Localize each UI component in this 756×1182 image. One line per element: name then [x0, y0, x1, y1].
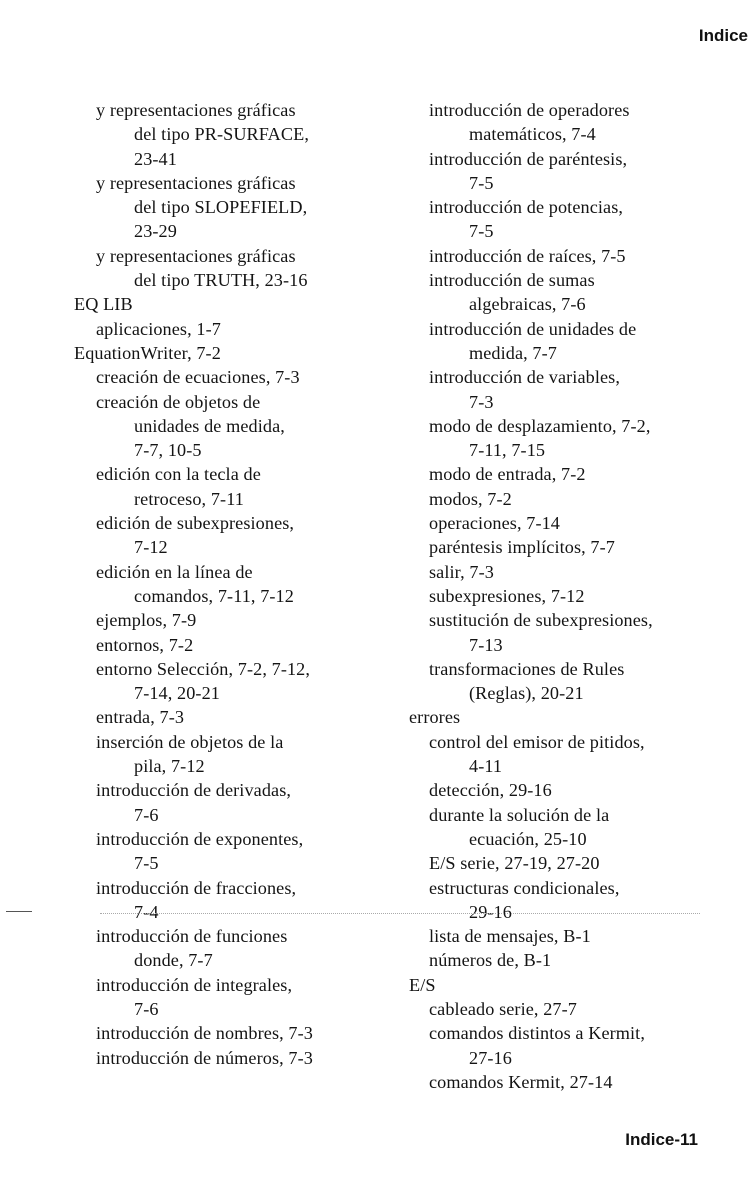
index-subentry: introducción de raíces, 7-5: [429, 245, 626, 266]
index-continuation: 29-16: [469, 901, 512, 922]
index-continuation: donde, 7-7: [134, 950, 213, 971]
index-subentry: introducción de variables,: [429, 367, 620, 388]
index-subentry: durante la solución de la: [429, 804, 610, 825]
index-subentry: control del emisor de pitidos,: [429, 731, 645, 752]
index-continuation: pila, 7-12: [134, 756, 205, 777]
index-subentry: modo de desplazamiento, 7-2,: [429, 415, 651, 436]
index-subentry: introducción de integrales,: [96, 974, 293, 995]
index-heading: EQ LIB: [74, 294, 133, 315]
index-subentry: introducción de nombres, 7-3: [96, 1023, 313, 1044]
index-column-left: [74, 98, 374, 1070]
index-subentry: entorno Selección, 7-2, 7-12,: [96, 658, 311, 679]
index-continuation: comandos, 7-11, 7-12: [134, 585, 294, 606]
index-continuation: 7-3: [469, 391, 494, 412]
index-subentry: introducción de exponentes,: [96, 828, 304, 849]
index-subentry: introducción de sumas: [429, 270, 595, 291]
index-continuation: 7-14, 20-21: [134, 683, 220, 704]
index-continuation: unidades de medida,: [134, 415, 285, 436]
index-continuation: 7-5: [469, 172, 494, 193]
index-continuation: algebraicas, 7-6: [469, 294, 586, 315]
index-heading: E/S: [409, 974, 436, 995]
page-number: Indice-11: [625, 1130, 698, 1149]
index-subentry: introducción de números, 7-3: [96, 1047, 313, 1068]
index-continuation: 4-11: [469, 756, 503, 777]
index-subentry: introducción de funciones: [96, 926, 288, 947]
index-continuation: 7-7, 10-5: [134, 440, 202, 461]
index-subentry: inserción de objetos de la: [96, 731, 284, 752]
index-subentry: sustitución de subexpresiones,: [429, 610, 653, 631]
index-continuation: 7-11, 7-15: [469, 440, 546, 461]
index-subentry: y representaciones gráficas: [96, 100, 296, 120]
index-continuation: 7-13: [469, 634, 503, 655]
index-subentry: entrada, 7-3: [96, 707, 185, 728]
index-subentry: transformaciones de Rules: [429, 658, 625, 679]
index-subentry: introducción de derivadas,: [96, 780, 292, 801]
index-subentry: introducción de fracciones,: [96, 877, 297, 898]
index-subentry: introducción de paréntesis,: [429, 148, 628, 169]
index-continuation: del tipo PR-SURFACE,: [134, 124, 309, 145]
index-subentry: paréntesis implícitos, 7-7: [429, 537, 615, 558]
index-subentry: subexpresiones, 7-12: [429, 585, 585, 606]
index-subentry: edición en la línea de: [96, 561, 253, 582]
index-subentry: E/S serie, 27-19, 27-20: [429, 853, 600, 874]
index-subentry: números de, B-1: [429, 950, 552, 971]
scan-artifact-line: [100, 913, 700, 914]
index-subentry: edición con la tecla de: [96, 464, 261, 485]
index-continuation: 7-6: [134, 804, 159, 825]
index-subentry: creación de objetos de: [96, 391, 261, 412]
running-header: Indice: [698, 26, 748, 45]
index-subentry: y representaciones gráficas: [96, 245, 296, 266]
index-continuation: del tipo TRUTH, 23-16: [134, 270, 308, 291]
index-column-right: [409, 98, 709, 1094]
index-continuation: 23-29: [134, 221, 177, 242]
index-subentry: cableado serie, 27-7: [429, 998, 577, 1019]
index-subentry: salir, 7-3: [429, 561, 494, 582]
index-continuation: matemáticos, 7-4: [469, 124, 596, 145]
index-subentry: creación de ecuaciones, 7-3: [96, 367, 300, 388]
index-subentry: modo de entrada, 7-2: [429, 464, 586, 485]
index-subentry: operaciones, 7-14: [429, 513, 560, 534]
index-subentry: entornos, 7-2: [96, 634, 194, 655]
index-subentry: comandos distintos a Kermit,: [429, 1023, 645, 1044]
index-subentry: edición de subexpresiones,: [96, 513, 295, 534]
index-subentry: lista de mensajes, B-1: [429, 926, 591, 947]
index-subentry: introducción de operadores: [429, 100, 630, 120]
index-subentry: ejemplos, 7-9: [96, 610, 197, 631]
index-continuation: medida, 7-7: [469, 342, 557, 363]
index-subentry: detección, 29-16: [429, 780, 552, 801]
index-subentry: aplicaciones, 1-7: [96, 318, 221, 339]
index-heading: errores: [409, 707, 461, 728]
index-subentry: introducción de potencias,: [429, 197, 624, 218]
index-continuation: 7-5: [469, 221, 494, 242]
index-subentry: comandos Kermit, 27-14: [429, 1071, 613, 1092]
index-continuation: 7-5: [134, 853, 159, 874]
index-subentry: introducción de unidades de: [429, 318, 637, 339]
index-continuation: ecuación, 25-10: [469, 828, 587, 849]
index-subentry: y representaciones gráficas: [96, 172, 296, 193]
index-continuation: 7-6: [134, 998, 159, 1019]
index-continuation: 27-16: [469, 1047, 512, 1068]
index-continuation: 23-41: [134, 148, 177, 169]
margin-rule: [6, 911, 32, 912]
index-continuation: 7-4: [134, 901, 159, 922]
index-continuation: (Reglas), 20-21: [469, 683, 584, 704]
index-heading: EquationWriter, 7-2: [74, 342, 221, 363]
index-continuation: del tipo SLOPEFIELD,: [134, 197, 308, 218]
index-subentry: modos, 7-2: [429, 488, 512, 509]
index-continuation: 7-12: [134, 537, 168, 558]
index-subentry: estructuras condicionales,: [429, 877, 620, 898]
index-continuation: retroceso, 7-11: [134, 488, 244, 509]
